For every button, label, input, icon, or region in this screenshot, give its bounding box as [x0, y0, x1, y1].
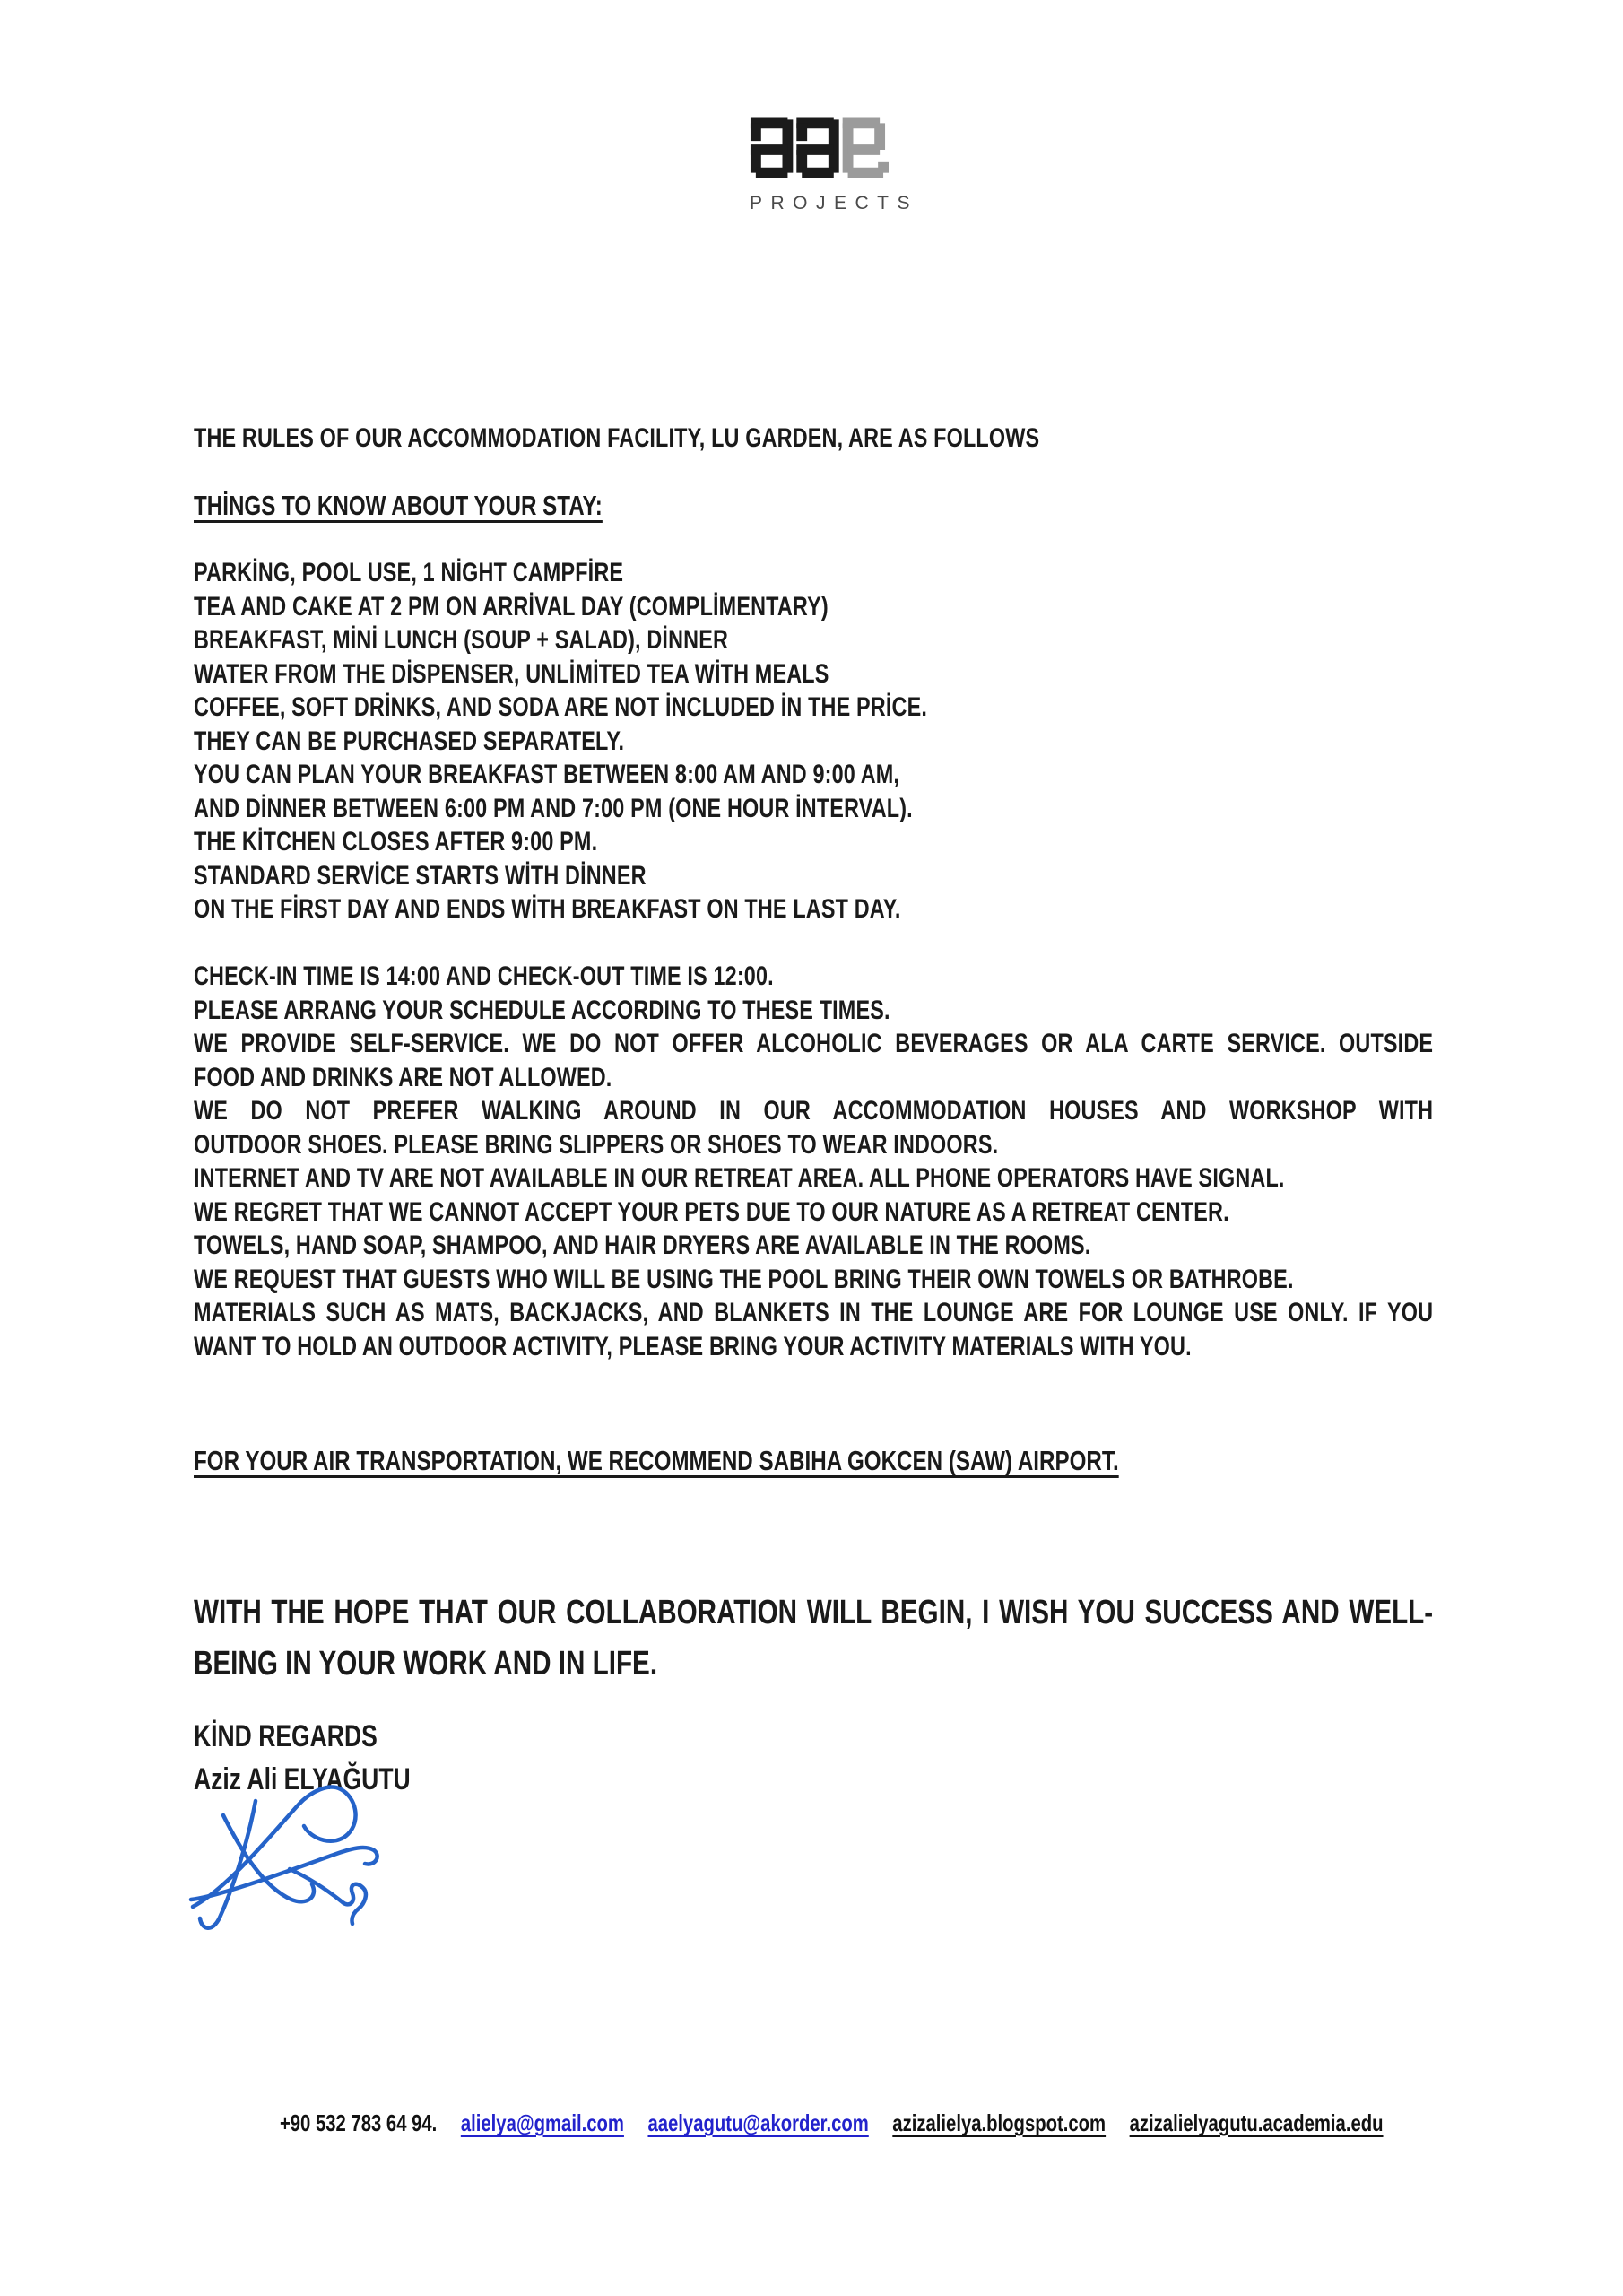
letter-body — [194, 0, 1433, 2296]
stay-line: YOU CAN PLAN YOUR BREAKFAST BETWEEN 8:00 AM AND 9:00 AM, — [194, 760, 900, 789]
policy-line: OUTDOOR SHOES. PLEASE BRING SLIPPERS OR SHOES TO WEAR INDOORS. — [194, 1129, 999, 1160]
handwritten-signature-icon — [184, 1783, 399, 1935]
stay-line: STANDARD SERVİCE STARTS WİTH DİNNER — [194, 860, 647, 891]
stay-line: AND DİNNER BETWEEN 6:00 PM AND 7:00 PM (ONE HOUR İNTERVAL). — [194, 793, 913, 823]
stay-line: ON THE FİRST DAY AND ENDS WİTH BREAKFAST ON THE LAST DAY. — [194, 894, 901, 924]
stay-line: BREAKFAST, MİNİ LUNCH (SOUP + SALAD), DİNNER — [194, 625, 729, 655]
letter-title: THE RULES OF OUR ACCOMMODATION FACILITY, LU GARDEN, ARE AS FOLLOWS — [194, 423, 1040, 453]
stay-line: COFFEE, SOFT DRİNKS, AND SODA ARE NOT İNCLUDED İN THE PRİCE. — [194, 692, 927, 722]
logo-subtitle: PROJECTS — [750, 193, 919, 213]
closing-line: BEING IN YOUR WORK AND IN LIFE. — [194, 1645, 658, 1683]
closing-line: WITH THE HOPE THAT OUR COLLABORATION WILL BEGIN, I WISH YOU SUCCESS AND WELL- — [194, 1594, 1434, 1631]
policy-line: PLEASE ARRANG YOUR SCHEDULE ACCORDING TO THESE TIMES. — [194, 995, 890, 1025]
section-heading — [194, 489, 1433, 523]
signature-area — [184, 1783, 399, 1935]
closing-paragraph — [194, 1587, 1433, 1690]
section-heading-text: THİNGS TO KNOW ABOUT YOUR STAY: — [194, 490, 603, 521]
stay-info-list — [194, 556, 1433, 926]
policy-line: INTERNET AND TV ARE NOT AVAILABLE IN OUR RETREAT AREA. ALL PHONE OPERATORS HAVE SIGNAL. — [194, 1163, 1285, 1193]
policy-list — [194, 960, 1433, 1363]
regards-line: KİND REGARDS — [194, 1719, 378, 1753]
policy-line: WE REQUEST THAT GUESTS WHO WILL BE USING THE POOL BRING THEIR OWN TOWELS OR BATHROBE. — [194, 1264, 1294, 1294]
phone-number: +90 532 783 64 94. — [279, 2109, 438, 2136]
email-link-akorder[interactable]: aaelyagutu@akorder.com — [647, 2109, 869, 2136]
policy-line: TOWELS, HAND SOAP, SHAMPOO, AND HAIR DRYERS ARE AVAILABLE IN THE ROOMS. — [194, 1231, 1091, 1260]
stay-line: THEY CAN BE PURCHASED SEPARATELY. — [194, 726, 625, 756]
academia-link[interactable]: azizalielyagutu.academia.edu — [1129, 2109, 1384, 2136]
contact-footer — [280, 2109, 1384, 2137]
policy-line: CHECK-IN TIME IS 14:00 AND CHECK-OUT TIME IS 12:00. — [194, 961, 774, 991]
transport-note — [194, 1444, 1433, 1478]
stay-line: THE KİTCHEN CLOSES AFTER 9:00 PM. — [194, 827, 598, 857]
policy-line: FOOD AND DRINKS ARE NOT ALLOWED. — [194, 1062, 612, 1092]
policy-line: MATERIALS SUCH AS MATS, BACKJACKS, AND BLANKETS IN THE LOUNGE ARE FOR LOUNGE USE ONLY. IF YOU — [194, 1298, 1434, 1327]
transport-note-text: FOR YOUR AIR TRANSPORTATION, WE RECOMMEND SABIHA GOKCEN (SAW) AIRPORT. — [194, 1445, 1119, 1476]
policy-line: WANT TO HOLD AN OUTDOOR ACTIVITY, PLEASE BRING YOUR ACTIVITY MATERIALS WITH YOU. — [194, 1331, 1192, 1361]
blog-link[interactable]: azizalielya.blogspot.com — [892, 2109, 1107, 2136]
email-link-gmail[interactable]: alielya@gmail.com — [460, 2109, 624, 2136]
policy-line: WE REGRET THAT WE CANNOT ACCEPT YOUR PETS DUE TO OUR NATURE AS A RETREAT CENTER. — [194, 1196, 1229, 1227]
signer-name: Aziz Ali ELYAĞUTU — [194, 1762, 411, 1796]
stay-line: TEA AND CAKE AT 2 PM ON ARRİVAL DAY (COMPLİMENTARY) — [194, 591, 829, 622]
policy-line: WE PROVIDE SELF-SERVICE. WE DO NOT OFFER ALCOHOLIC BEVERAGES OR ALA CARTE SERVICE. OUTSIDE — [194, 1029, 1434, 1058]
stay-line: WATER FROM THE DİSPENSER, UNLİMİTED TEA WİTH MEALS — [194, 658, 829, 689]
policy-line: WE DO NOT PREFER WALKING AROUND IN OUR ACCOMMODATION HOUSES AND WORKSHOP WITH — [194, 1096, 1434, 1126]
stay-line: PARKİNG, POOL USE, 1 NİGHT CAMPFİRE — [194, 558, 624, 587]
